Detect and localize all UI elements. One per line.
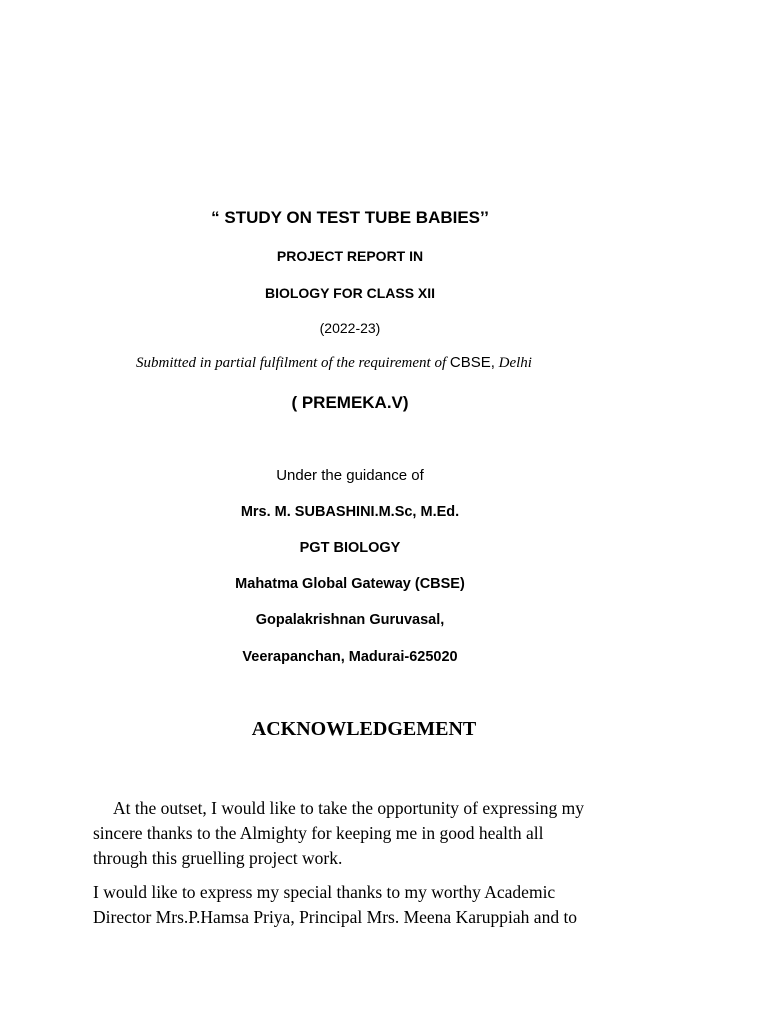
acknowledgement-paragraph-2 bbox=[93, 880, 693, 930]
project-subtitle-line2: BIOLOGY FOR CLASS XII bbox=[264, 285, 436, 301]
acknowledgement-heading: ACKNOWLEDGEMENT bbox=[251, 718, 477, 740]
paragraph-line: At the outset, I would like to take the opportunity of expressing my bbox=[113, 798, 584, 818]
acknowledgement-paragraph-1 bbox=[93, 796, 693, 871]
academic-year: (2022-23) bbox=[319, 320, 381, 336]
submission-statement bbox=[136, 354, 532, 372]
submission-prefix: Submitted in partial fulfilment of the requirement of bbox=[136, 355, 450, 371]
guide-designation: PGT BIOLOGY bbox=[299, 540, 401, 556]
submission-city: Delhi bbox=[494, 355, 532, 371]
paragraph-line: sincere thanks to the Almighty for keeping me in good health all bbox=[93, 823, 544, 843]
project-subtitle-line1: PROJECT REPORT IN bbox=[276, 248, 424, 264]
school-address-line1: Gopalakrishnan Guruvasal, bbox=[255, 612, 445, 628]
paragraph-line: I would like to express my special thanks to my worthy Academic bbox=[93, 882, 556, 902]
submission-board: CBSE, bbox=[449, 354, 495, 371]
school-address-line2: Veerapanchan, Madurai-625020 bbox=[242, 649, 458, 665]
school-name: Mahatma Global Gateway (CBSE) bbox=[235, 576, 465, 592]
project-title: “ STUDY ON TEST TUBE BABIES’’ bbox=[211, 208, 489, 227]
paragraph-line: through this gruelling project work. bbox=[93, 848, 343, 868]
guidance-label: Under the guidance of bbox=[276, 467, 424, 484]
paragraph-line: Director Mrs.P.Hamsa Priya, Principal Mrs. Meena Karuppiah and to bbox=[93, 907, 578, 927]
guide-name: Mrs. M. SUBASHINI.M.Sc, M.Ed. bbox=[240, 504, 460, 520]
author-name: ( PREMEKA.V) bbox=[291, 393, 409, 412]
